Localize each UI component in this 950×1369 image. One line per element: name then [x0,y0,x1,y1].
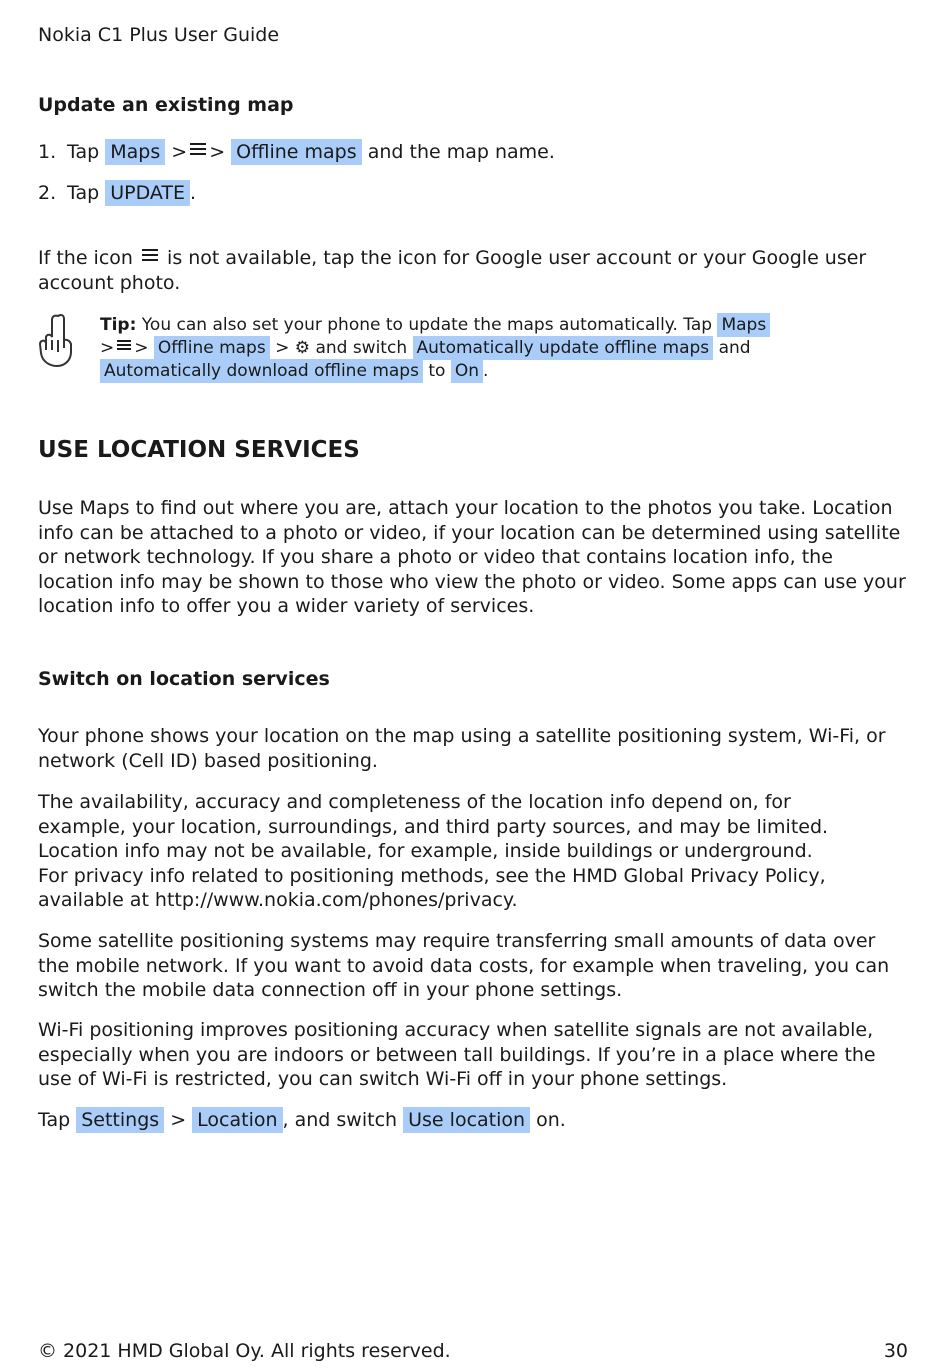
page-header: Nokia C1 Plus User Guide [38,24,280,46]
location-paragraph: The availability, accuracy and completeness of the location info depend on, for example, your location, surroundings, and third party sources, and may be limited. Location info may not be available, for example, inside buildings or underground. For privacy info related to positioning methods, see the HMD Global Privacy Policy, available at http://www.nokia.com/phones/privacy. [38,791,829,911]
tip-box [100,314,790,383]
gt-separator: > [134,338,149,358]
use-location-label: Use location [403,1107,530,1133]
instruction-text: Tap [38,1109,71,1131]
maps-label: Maps [717,313,770,337]
instruction-text: on. [536,1109,566,1131]
offline-maps-label: Offline maps [231,139,362,165]
tip-text: to [428,361,446,381]
final-instruction [38,1109,566,1131]
instruction-text: , and switch [282,1109,398,1131]
location-label: Location [192,1107,282,1133]
step-text: Tap [67,182,100,204]
tip-text: and [718,338,751,358]
menu-icon [190,143,206,156]
offline-maps-label: Offline maps [154,336,270,360]
update-label: UPDATE [105,180,190,206]
step-number: 2. [38,182,57,204]
pointing-hand-icon [38,312,74,368]
note-text: is not available, tap the icon for Google user account or your Google user account photo. [38,247,867,294]
step-text: Tap [67,141,100,163]
switch-location-heading: Switch on location services [38,668,330,690]
maps-label: Maps [105,139,165,165]
step-1 [38,141,555,163]
tip-label: Tip: [100,315,137,335]
auto-update-label: Automatically update offline maps [413,336,714,360]
gt-separator: > [170,1109,187,1131]
step-text: and the map name. [367,141,555,163]
update-map-heading: Update an existing map [38,94,294,116]
gt-separator: > [209,141,226,163]
location-paragraph: Some satellite positioning systems may require transferring small amounts of data over the mobile network. If you want to avoid data costs, for example when traveling, you can switch the mobile data connection off in your phone settings. [38,930,890,1001]
auto-download-label: Automatically download offline maps [100,359,423,383]
gt-separator: > [100,338,115,358]
tip-text: and switch [315,338,408,358]
location-paragraph: Your phone shows your location on the map using a satellite positioning system, Wi-Fi, or network (Cell ID) based positioning. [38,725,886,772]
location-intro: Use Maps to find out where you are, attach your location to the photos you take. Location info can be attached to a photo or video, if your location can be determined using satellite or network technology. If you share a photo or video that contains location info, the location info may be shown to those who view the photo or video. Some apps can use your location info to offer you a wider variety of services. [38,497,906,617]
gt-separator: > [275,338,290,358]
page-number: 30 [883,1340,908,1362]
step-text: . [190,182,197,204]
location-heading: USE LOCATION SERVICES [38,437,360,463]
settings-label: Settings [76,1107,164,1133]
gt-separator: > [171,141,188,163]
menu-icon [117,340,131,351]
on-label: On [451,359,483,383]
icon-note [38,246,908,295]
gear-icon: ⚙ [294,338,311,358]
footer-copyright: © 2021 HMD Global Oy. All rights reserved. [38,1340,451,1362]
menu-icon [142,249,158,262]
tip-text: You can also set your phone to update the maps automatically. Tap [141,315,713,335]
document-page [38,0,908,1369]
tip-text: . [483,361,489,381]
step-2 [38,182,196,204]
note-text: If the icon [38,247,133,269]
step-number: 1. [38,141,57,163]
location-paragraph: Wi-Fi positioning improves positioning accuracy when satellite signals are not available, especially when you are indoors or between tall buildings. If you’re in a place where the use of Wi-Fi is restricted, you can switch Wi-Fi off in your phone settings. [38,1019,876,1090]
